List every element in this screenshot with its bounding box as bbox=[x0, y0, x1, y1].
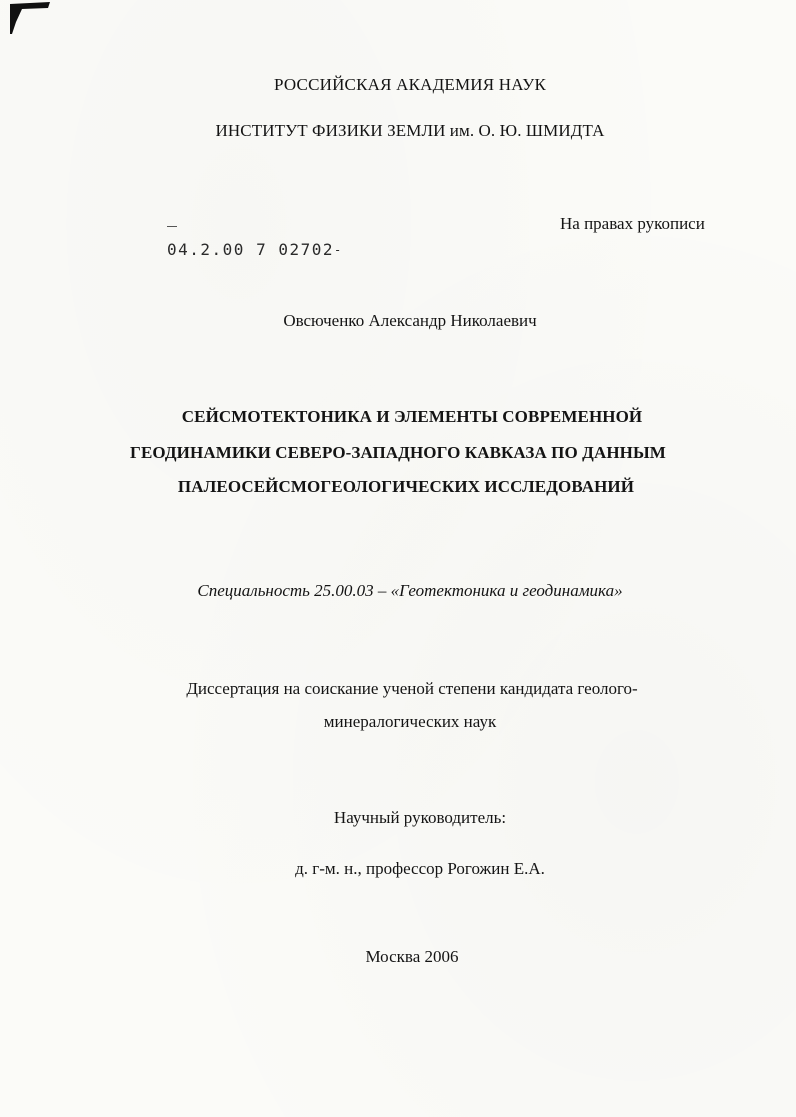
institute-name: ИНСТИТУТ ФИЗИКИ ЗЕМЛИ им. О. Ю. ШМИДТА bbox=[215, 121, 605, 140]
title-line-3: ПАЛЕОСЕЙСМОГЕОЛОГИЧЕСКИХ ИССЛЕДОВАНИЙ bbox=[177, 477, 635, 496]
city-year: Москва 2006 bbox=[365, 947, 459, 966]
academy-name: РОССИЙСКАЯ АКАДЕМИЯ НАУК bbox=[273, 75, 546, 94]
author-name: Овсюченко Александр Николаевич bbox=[283, 311, 537, 330]
registration-number-text: 04.2.00 7 02702 bbox=[167, 240, 334, 259]
dissertation-line-1: Диссертация на соискание ученой степени кандидата геолого- bbox=[186, 679, 638, 698]
dissertation-line-2: минералогических наук bbox=[323, 712, 497, 731]
registration-tick: ‑ bbox=[334, 243, 343, 257]
supervisor-name: д. г-м. н., профессор Рогожин Е.А. bbox=[295, 859, 545, 878]
scan-corner-mark bbox=[10, 0, 52, 34]
specialty: Специальность 25.00.03 – «Геотектоника и геодинамика» bbox=[197, 581, 623, 600]
title-line-1: СЕЙСМОТЕКТОНИКА И ЭЛЕМЕНТЫ СОВРЕМЕННОЙ bbox=[181, 407, 643, 426]
title-line-2: ГЕОДИНАМИКИ СЕВЕРО-ЗАПАДНОГО КАВКАЗА ПО ДАННЫМ bbox=[130, 443, 666, 462]
registration-dash bbox=[167, 226, 177, 227]
registration-number bbox=[167, 240, 343, 260]
manuscript-rights-note: На правах рукописи bbox=[560, 214, 705, 233]
supervisor-label: Научный руководитель: bbox=[333, 808, 507, 827]
